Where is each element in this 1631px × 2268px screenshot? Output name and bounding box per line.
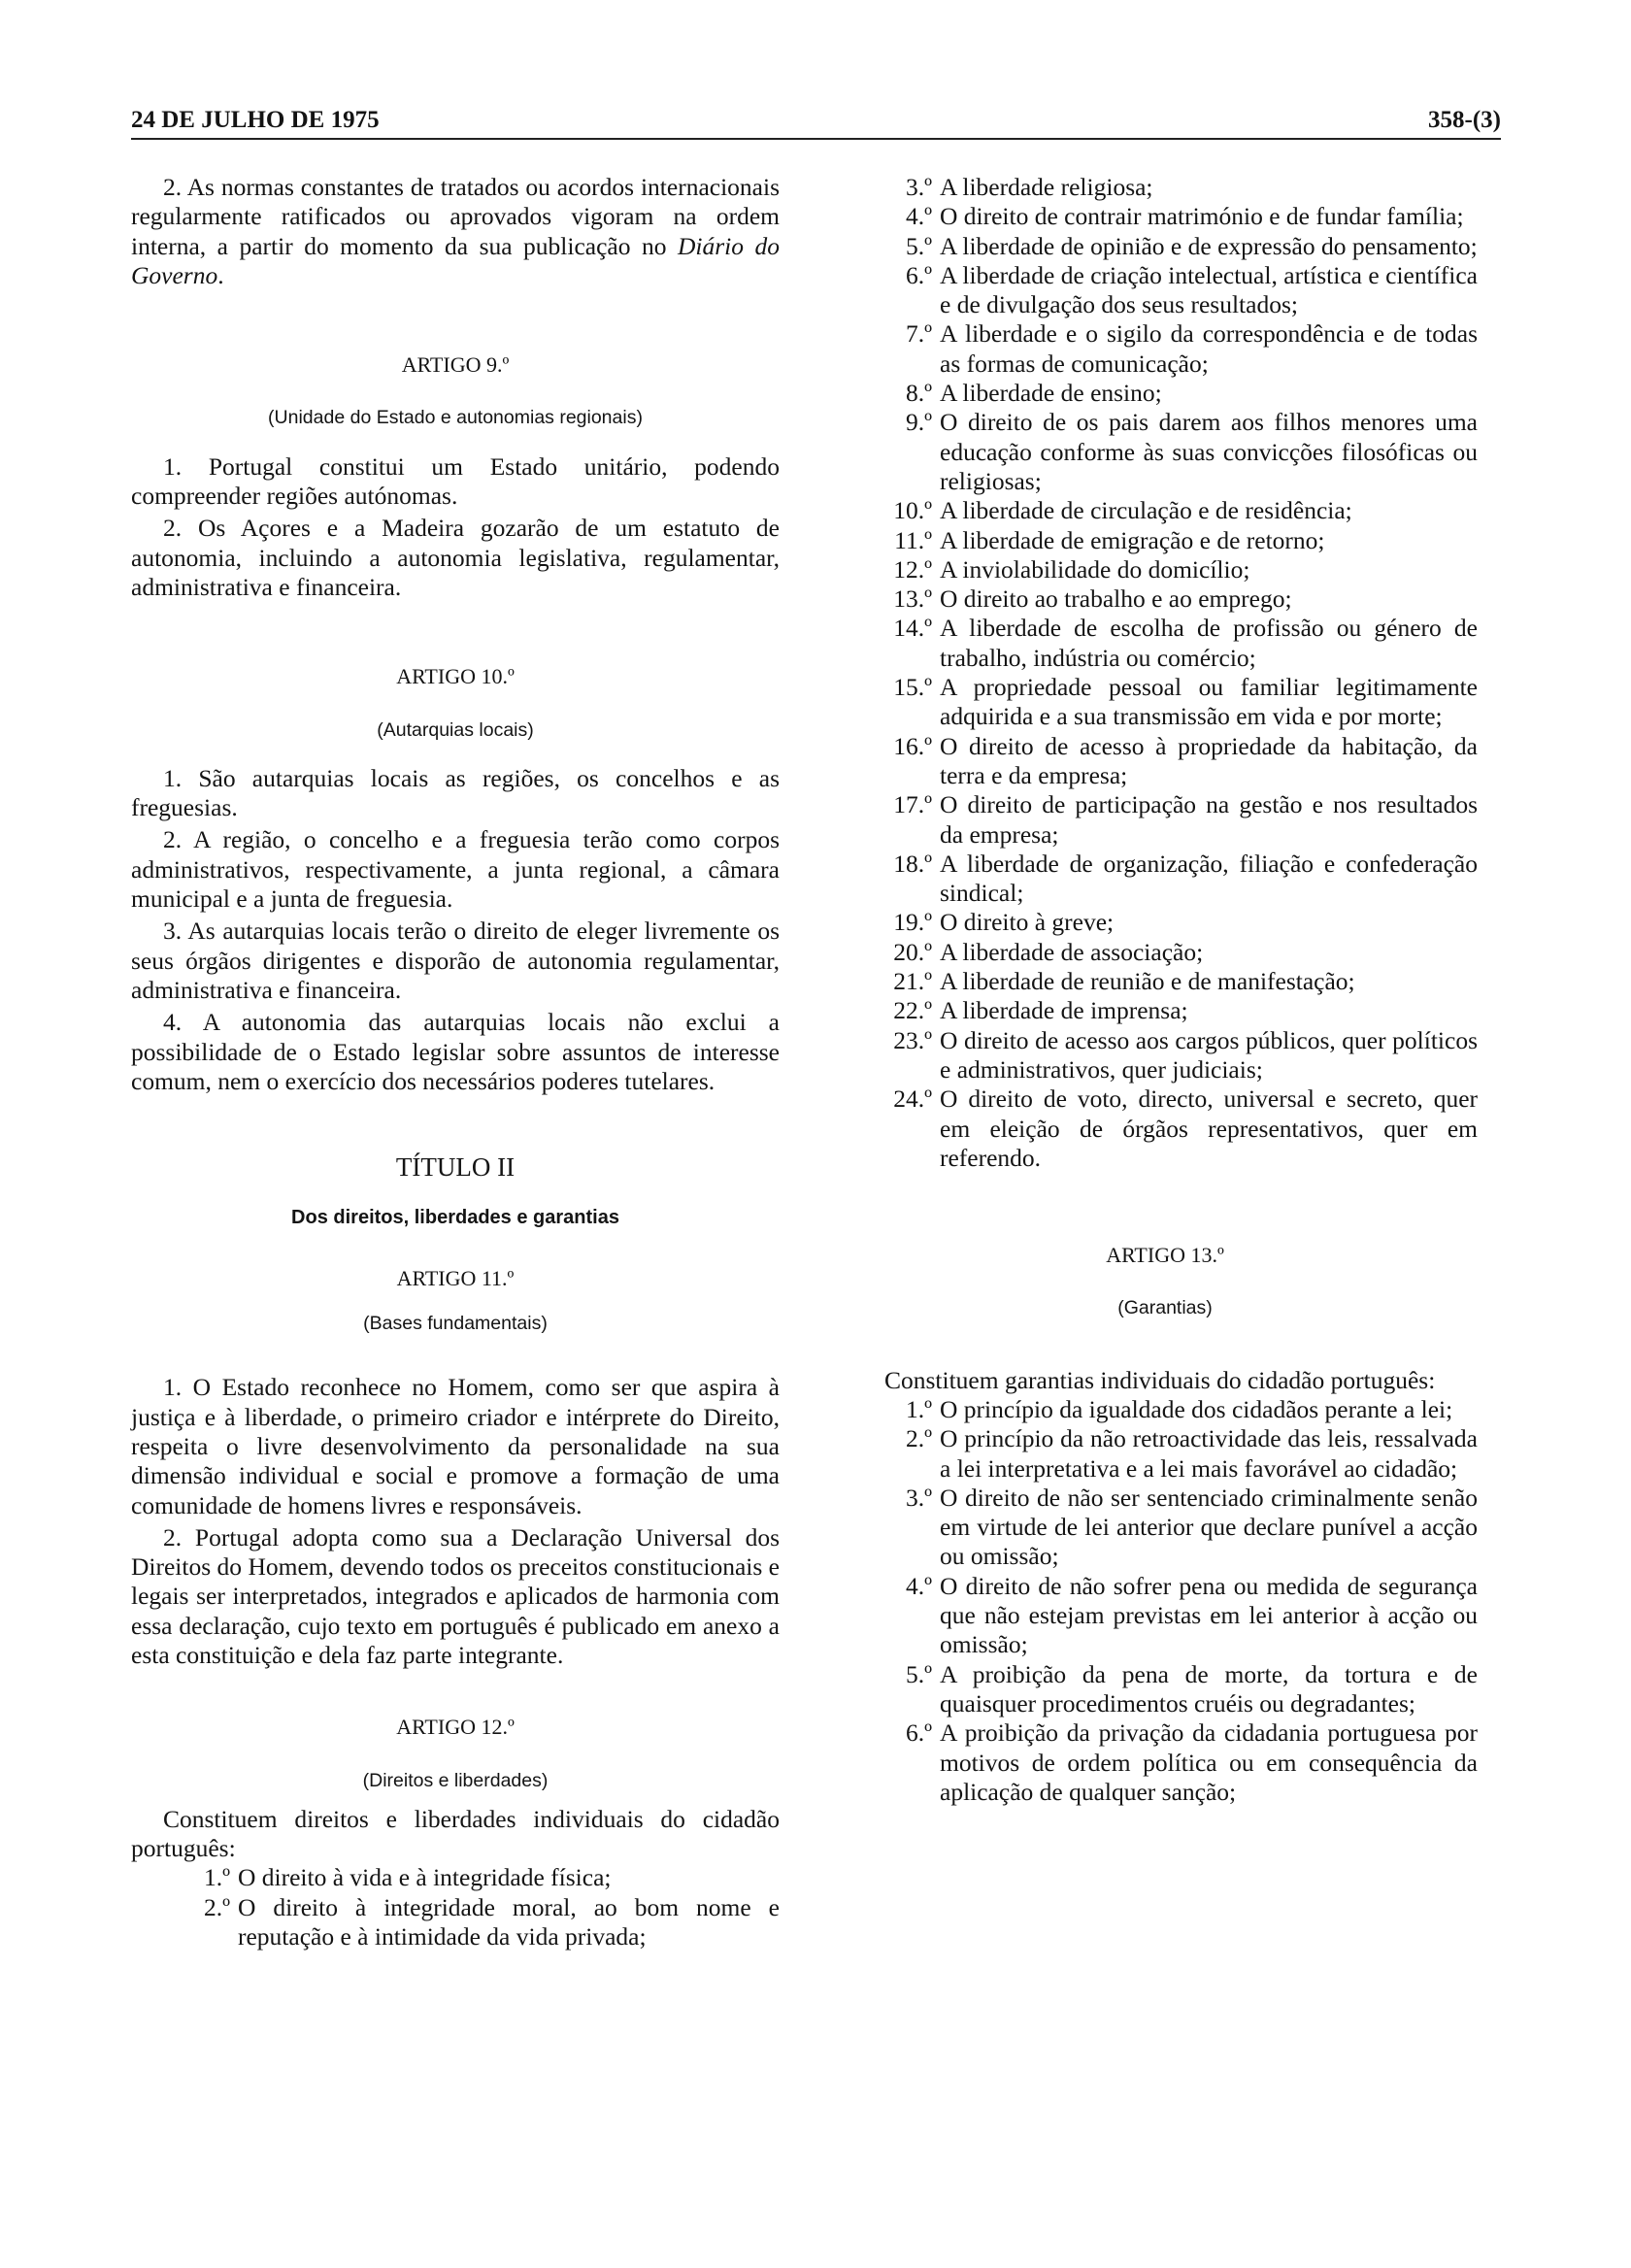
item-number: 8.º xyxy=(905,379,932,408)
item-number: 17.º xyxy=(893,790,932,819)
list-item xyxy=(852,232,1478,261)
page-header xyxy=(131,105,1501,140)
item-text: A liberdade religiosa; xyxy=(940,173,1153,201)
item-text: O direito de não ser sentenciado criminalmente senão em virtude de lei anterior que declare punível a acção ou omissão; xyxy=(940,1483,1478,1571)
article-9-paragraph-2: 2. Os Açores e a Madeira gozarão de um estatuto de autonomia, incluindo a autonomia legislativa, regulamentar, administrativa e financeira. xyxy=(131,514,780,601)
article-9-heading: ARTIGO 9.º xyxy=(401,352,510,378)
item-number: 3.º xyxy=(905,173,932,201)
item-text: A liberdade de opinião e de expressão do pensamento; xyxy=(940,231,1478,260)
header-date: 24 DE JULHO DE 1975 xyxy=(131,107,380,133)
item-text: O direito de não sofrer pena ou medida de segurança que não estejam previstas em lei anterior à acção ou omissão; xyxy=(940,1571,1478,1659)
item-text: O direito à greve; xyxy=(940,908,1115,937)
item-text: O direito de acesso aos cargos públicos, quer políticos e administrativos, quer judiciais; xyxy=(940,1025,1478,1084)
list-item xyxy=(852,173,1478,202)
list-item xyxy=(852,967,1478,996)
list-item xyxy=(852,1424,1478,1484)
list-item xyxy=(852,850,1478,909)
item-text: A inviolabilidade do domicílio; xyxy=(940,554,1250,584)
article-13-intro: Constituem garantias individuais do cidadão português: xyxy=(884,1365,1436,1394)
list-item xyxy=(852,908,1478,937)
article-12-list-right xyxy=(852,173,1478,1173)
item-text: O direito de acesso à propriedade da habitação, da terra e da empresa; xyxy=(940,731,1478,789)
right-column xyxy=(852,173,1478,1807)
list-item xyxy=(852,202,1478,231)
item-text: A propriedade pessoal ou familiar legitimamente adquirida e a sua transmissão em vida e por morte; xyxy=(940,673,1478,731)
item-number: 20.º xyxy=(893,937,932,966)
list-item xyxy=(852,614,1478,673)
list-item xyxy=(852,1395,1478,1424)
item-number: 6.º xyxy=(905,260,932,289)
list-item xyxy=(852,1026,1478,1085)
article-9-paragraph-1: 1. Portugal constitui um Estado unitário, podendo compreender regiões autónomas. xyxy=(131,451,780,511)
item-number: 2.º xyxy=(905,1424,932,1453)
item-text: A liberdade de associação; xyxy=(940,937,1204,966)
list-item xyxy=(852,555,1478,584)
article-11-heading: ARTIGO 11.º xyxy=(396,1265,515,1290)
item-text: O direito à vida e à integridade física; xyxy=(238,1863,612,1892)
article-10-paragraph-2: 2. A região, o concelho e a freguesia terão como corpos administrativos, respectivamente, a junta regional, a câmara municipal e a junta de freguesia. xyxy=(131,825,780,914)
text-run: . xyxy=(217,260,224,289)
item-number: 7.º xyxy=(905,319,932,349)
text-run: 2. As normas constantes de tratados ou acordos internacionais regularmente ratificados ou aprovados vigoram na ordem interna, a partir do momento da sua publicação no xyxy=(131,173,780,260)
item-number: 5.º xyxy=(905,231,932,260)
article-10-paragraph-4: 4. A autonomia das autarquias locais não exclui a possibilidade de o Estado legislar sobre assuntos de interesse comum, nem o exercício dos necessários poderes tutelares. xyxy=(131,1008,780,1095)
list-item xyxy=(131,1893,780,1952)
item-text: A liberdade de circulação e de residência; xyxy=(940,496,1352,525)
item-text: A liberdade de organização, filiação e confederação sindical; xyxy=(940,849,1478,908)
item-number: 5.º xyxy=(905,1659,932,1688)
item-number: 22.º xyxy=(893,996,932,1025)
item-number: 16.º xyxy=(893,731,932,760)
item-text: O direito ao trabalho e ao emprego; xyxy=(940,584,1292,614)
article-13-heading: ARTIGO 13.º xyxy=(1106,1243,1224,1268)
item-text: A liberdade de imprensa; xyxy=(940,996,1188,1025)
item-text: A liberdade de emigração e de retorno; xyxy=(940,525,1325,554)
item-text: O princípio da igualdade dos cidadãos perante a lei; xyxy=(940,1394,1453,1423)
item-number: 15.º xyxy=(893,673,932,702)
item-text: A liberdade e o sigilo da correspondência e de todas as formas de comunicação; xyxy=(940,319,1478,378)
article-12-subtitle: (Direitos e liberdades) xyxy=(362,1769,549,1791)
item-number: 6.º xyxy=(905,1718,932,1748)
item-number: 4.º xyxy=(905,1571,932,1600)
list-item xyxy=(852,1572,1478,1660)
list-item xyxy=(852,938,1478,967)
item-number: 13.º xyxy=(893,584,932,614)
article-13-list xyxy=(852,1395,1478,1807)
item-number: 4.º xyxy=(905,202,932,231)
item-number: 14.º xyxy=(893,614,932,643)
item-number: 3.º xyxy=(905,1483,932,1512)
item-number: 1.º xyxy=(203,1863,230,1892)
item-text: O direito de participação na gestão e nos resultados da empresa; xyxy=(940,790,1478,849)
list-item xyxy=(852,673,1478,732)
list-item xyxy=(852,1660,1478,1719)
item-text: A liberdade de criação intelectual, artística e científica e de divulgação dos seus resultados; xyxy=(940,260,1478,319)
list-item xyxy=(852,584,1478,614)
item-text: O direito de voto, directo, universal e secreto, quer em eleição de órgãos representativos, quer em referendo. xyxy=(940,1084,1478,1172)
item-number: 23.º xyxy=(893,1025,932,1054)
item-text: O direito de contrair matrimónio e de fundar família; xyxy=(940,202,1464,231)
list-item xyxy=(852,408,1478,496)
article-12-intro: Constituem direitos e liberdades individuais do cidadão português: xyxy=(131,1804,780,1863)
item-text: O princípio da não retroactividade das leis, ressalvada a lei interpretativa e a lei mais favorável ao cidadão; xyxy=(940,1424,1478,1483)
article-10-subtitle: (Autarquias locais) xyxy=(377,718,534,741)
article-8-paragraph-2 xyxy=(131,173,780,290)
article-9-subtitle: (Unidade do Estado e autonomias regionais) xyxy=(268,407,643,429)
item-text: A liberdade de ensino; xyxy=(940,379,1162,408)
item-number: 19.º xyxy=(893,908,932,937)
article-11-paragraph-2: 2. Portugal adopta como sua a Declaração Universal dos Direitos do Homem, devendo todos os preceitos constitucionais e legais ser interpretados, integrados e aplicados de harmonia com essa declaração, cujo texto em português é publicado em anexo a esta constituição e dela faz parte integrante. xyxy=(131,1522,780,1669)
article-10-paragraph-3: 3. As autarquias locais terão o direito de eleger livremente os seus órgãos dirigentes e disporão de autonomia regulamentar, administrativa e financeira. xyxy=(131,917,780,1004)
item-number: 21.º xyxy=(893,967,932,996)
italic-run: Diário do Governo xyxy=(131,231,780,289)
list-item xyxy=(852,261,1478,320)
article-12-heading: ARTIGO 12.º xyxy=(396,1715,515,1740)
item-number: 2.º xyxy=(203,1892,230,1921)
list-item xyxy=(852,790,1478,850)
article-11-subtitle: (Bases fundamentais) xyxy=(363,1313,548,1335)
item-number: 9.º xyxy=(905,408,932,437)
list-item xyxy=(852,526,1478,555)
list-item xyxy=(852,1084,1478,1173)
item-number: 10.º xyxy=(893,496,932,525)
list-item xyxy=(131,1863,780,1892)
item-text: A liberdade de escolha de profissão ou género de trabalho, indústria ou comércio; xyxy=(940,614,1478,672)
item-number: 12.º xyxy=(893,554,932,584)
list-item xyxy=(852,379,1478,408)
list-item xyxy=(852,1484,1478,1572)
item-text: A proibição da pena de morte, da tortura e de quaisquer procedimentos cruéis ou degradantes; xyxy=(940,1659,1478,1718)
left-column xyxy=(131,173,780,1951)
title-subheading: Dos direitos, liberdades e garantias xyxy=(291,1207,619,1229)
article-10-paragraph-1: 1. São autarquias locais as regiões, os concelhos e as freguesias. xyxy=(131,763,780,822)
list-item xyxy=(852,732,1478,791)
list-item xyxy=(852,319,1478,379)
page-number: 358-(3) xyxy=(1428,107,1501,133)
title-heading: TÍTULO II xyxy=(395,1152,516,1183)
item-number: 11.º xyxy=(894,525,932,554)
article-11-paragraph-1: 1. O Estado reconhece no Homem, como ser que aspira à justiça e à liberdade, o primeiro criador e intérprete do Direito, respeita o livre desenvolvimento da personalidade na sua dimensão individual e social e promove a formação de uma comunidade de homens livres e responsáveis. xyxy=(131,1373,780,1519)
item-text: A proibição da privação da cidadania portuguesa por motivos de ordem política ou em consequência da aplicação de qualquer sanção; xyxy=(940,1718,1478,1806)
article-12-list-left xyxy=(131,1863,780,1951)
item-text: O direito à integridade moral, ao bom nome e reputação e à intimidade da vida privada; xyxy=(238,1892,780,1951)
item-text: A liberdade de reunião e de manifestação; xyxy=(940,967,1355,996)
list-item xyxy=(852,496,1478,525)
list-item xyxy=(852,1718,1478,1807)
item-number: 24.º xyxy=(893,1084,932,1114)
article-13-subtitle: (Garantias) xyxy=(1117,1297,1213,1319)
article-10-heading: ARTIGO 10.º xyxy=(396,664,515,689)
item-text: O direito de os pais darem aos filhos menores uma educação conforme às suas convicções filosóficas ou religiosas; xyxy=(940,408,1478,495)
item-number: 1.º xyxy=(905,1394,932,1423)
item-number: 18.º xyxy=(893,849,932,878)
list-item xyxy=(852,996,1478,1025)
